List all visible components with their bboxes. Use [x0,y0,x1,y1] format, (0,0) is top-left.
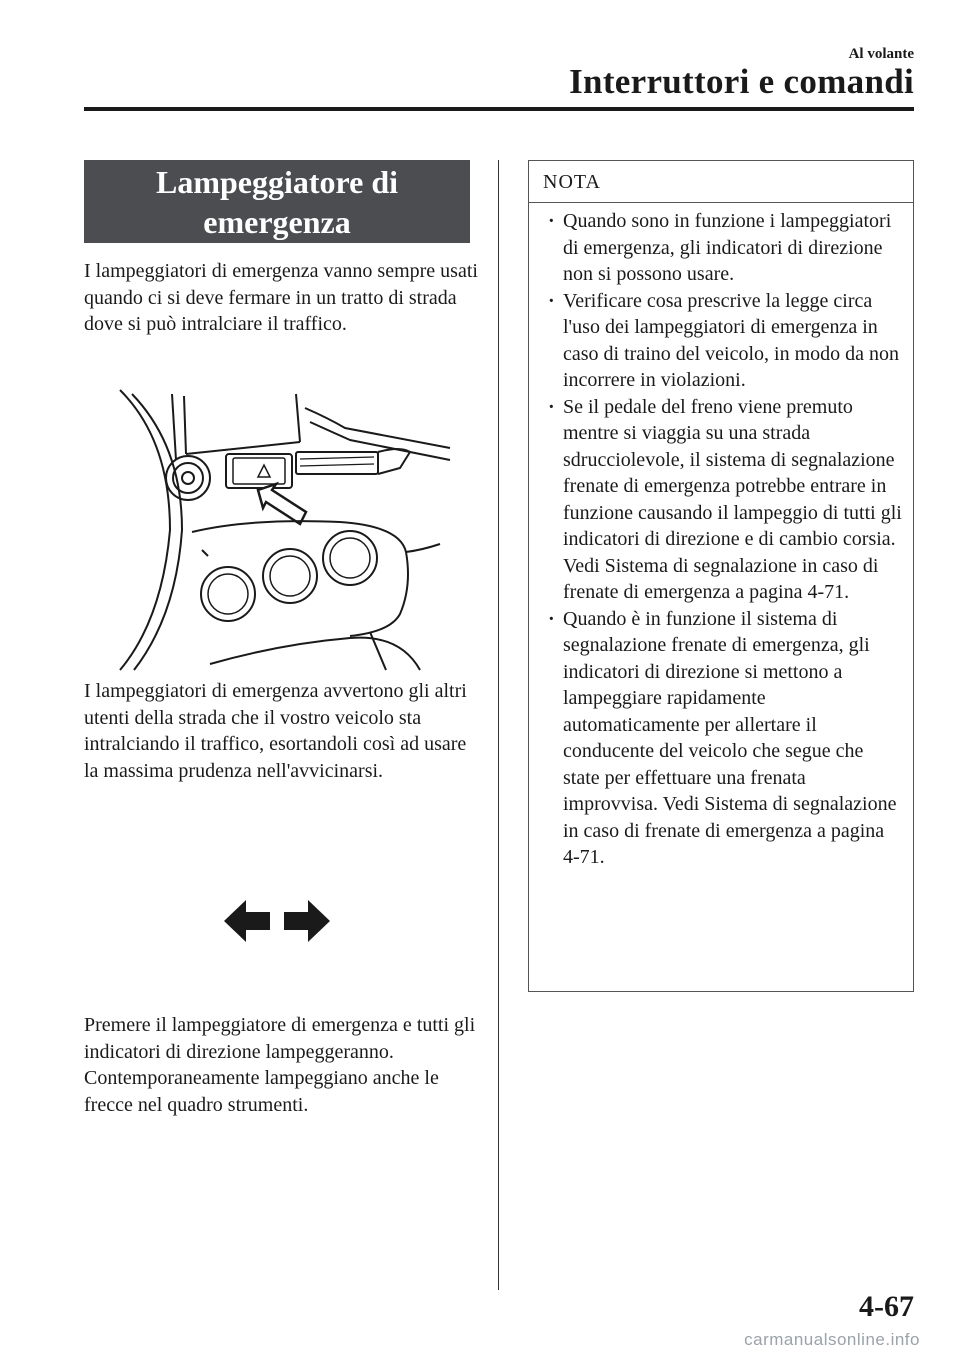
note-item: · Quando è in funzione il sistema di segnalazione frenate di emergenza, gli indicatori di direzione si mettono a lampeggiare rapidamente automaticamente per allertare il conducente del veicolo che segue che state per effettuare una frenata improvvisa. Vedi Sistema di segnalazione in caso di frenate di emergenza a pagina 4-71. [543,606,905,871]
banner-line-1: Lampeggiatore di [155,164,399,200]
turn-signal-arrows-icon [222,896,332,946]
note-box [528,160,914,992]
warning-paragraph: I lampeggiatori di emergenza avvertono gli altri utenti della strada che il vostro veicolo sta intralciando il traffico, esortandoli così ad usare la massima prudenza nell'avvicinarsi. [84,680,467,782]
note-list [529,203,913,871]
header-title: Interruttori e comandi [569,62,914,101]
note-heading: NOTA [529,161,913,203]
press-instruction-paragraph: Premere il lampeggiatore di emergenza e tutti gli indicatori di direzione lampeggeranno. Contemporaneamente lampeggiano anche le frecce nel quadro strumenti. [84,1014,476,1116]
column-divider [498,160,499,1290]
watermark-link[interactable]: carmanualsonline.info [744,1330,920,1349]
header-rule [84,107,914,111]
note-item: · Quando sono in funzione i lampeggiatori di emergenza, gli indicatori di direzione non si possono usare. [543,208,905,288]
banner-line-2: emergenza [203,204,351,240]
dashboard-hazard-switch-illustration [100,380,460,672]
section-banner [84,160,470,243]
note-item: · Se il pedale del freno viene premuto mentre si viaggia su una strada sdrucciolevole, il sistema di segnalazione frenate di emergenza potrebbe entrare in funzione causando il lampeggio di tutti gli indicatori di direzione e di cambio corsia. Vedi Sistema di segnalazione in caso di frenate di emergenza a pagina 4-71. [543,394,905,606]
page-number: 4-67 [859,1290,914,1323]
header-section-label: Al volante [848,46,914,62]
note-item: · Verificare cosa prescrive la legge circa l'uso dei lampeggiatori di emergenza in caso di traino del veicolo, in modo da non incorrere in violazioni. [543,288,905,394]
intro-paragraph: I lampeggiatori di emergenza vanno sempre usati quando ci si deve fermare in un tratto di strada dove si può intralciare il traffico. [84,260,478,335]
